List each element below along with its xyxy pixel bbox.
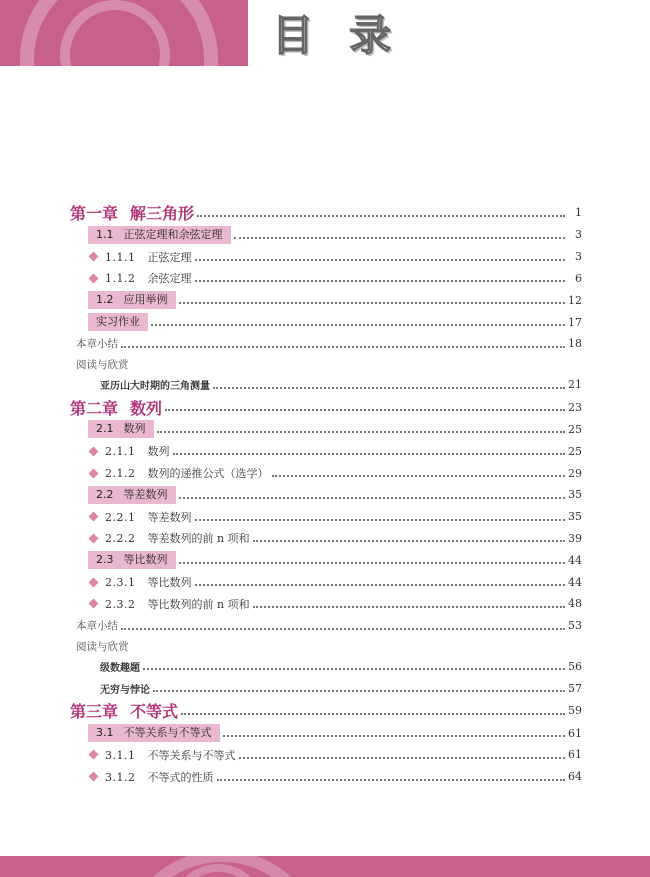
page-number: 64 <box>568 770 582 784</box>
toc-entry-title: 数列的递推公式（选学） <box>147 467 269 481</box>
toc-sub-row[interactable] <box>70 268 582 290</box>
toc-entry-title: 应用举例 <box>123 293 168 307</box>
toc-entry-label <box>88 724 220 742</box>
page-number: 25 <box>568 422 582 436</box>
diamond-bullet-icon <box>89 750 99 760</box>
toc-entry-title: 解三角形 <box>130 204 195 223</box>
diamond-bullet-icon <box>89 577 99 587</box>
toc-chapter-row[interactable] <box>70 201 582 224</box>
toc-entry-label <box>70 357 129 372</box>
page-number: 44 <box>568 553 582 567</box>
toc-entry-title: 数列 <box>130 398 163 418</box>
toc-entry-title: 等差数列 <box>123 487 168 501</box>
dot-leader <box>213 387 565 389</box>
toc-entry-label <box>105 249 192 265</box>
dot-leader <box>179 497 566 499</box>
toc-read-row[interactable] <box>70 355 582 374</box>
toc-entry-label <box>88 226 231 244</box>
footer-band <box>0 856 650 877</box>
toc-misc-row[interactable] <box>70 333 582 355</box>
dot-leader <box>157 431 566 433</box>
toc-entry-label <box>70 618 118 633</box>
toc-entry-number: 2.3.2 <box>105 597 136 611</box>
toc-entry-label <box>105 270 192 286</box>
toc-entry-number: 2.2.2 <box>105 532 136 546</box>
diamond-bullet-icon <box>89 252 99 262</box>
toc-entry-title: 阅读与欣赏 <box>76 640 129 653</box>
toc-sub-row[interactable] <box>70 744 582 766</box>
page-number: 6 <box>575 271 582 285</box>
toc-entry-number: 2.2 <box>96 487 114 501</box>
toc-entry-number: 3.1.2 <box>105 770 136 784</box>
toc-entry-label <box>70 639 129 654</box>
toc-entry-title: 不等关系与不等式 <box>123 726 212 740</box>
toc-entry-number: 3.1.1 <box>105 748 136 762</box>
toc-entry-title: 等比数列的前 n 项和 <box>147 597 250 611</box>
dot-leader <box>195 280 566 282</box>
toc-section-row[interactable] <box>70 289 582 311</box>
toc-article-row[interactable] <box>70 374 582 396</box>
toc-entry-label <box>88 313 148 331</box>
toc-sub-row[interactable] <box>70 506 582 528</box>
page-number: 61 <box>568 748 582 762</box>
toc-entry-label <box>70 659 140 674</box>
page-number: 21 <box>568 378 582 392</box>
toc-entry-label <box>70 699 178 722</box>
page-title <box>248 0 415 66</box>
dot-leader <box>195 584 566 586</box>
toc-entry-number: 2.1.1 <box>105 445 136 459</box>
toc-entry-number: 第二章 <box>70 398 119 418</box>
toc-entry-number: 1.1 <box>96 227 114 241</box>
title-char-1: 目 <box>271 11 314 60</box>
toc-entry-number: 1.1.1 <box>105 250 136 264</box>
toc-chapter-row[interactable] <box>70 699 582 722</box>
toc-section-row[interactable] <box>70 311 582 333</box>
toc-read-row[interactable] <box>70 637 582 656</box>
page-number: 61 <box>568 726 582 740</box>
toc-entry-title: 不等关系与不等式 <box>147 748 236 762</box>
toc-entry-label <box>70 201 194 224</box>
dot-leader <box>195 259 566 261</box>
page-number: 17 <box>568 315 582 329</box>
toc-entry-label <box>105 530 250 546</box>
dot-leader <box>121 346 565 348</box>
dot-leader <box>181 713 565 715</box>
diamond-bullet-icon <box>89 599 99 609</box>
toc-entry-title: 级数趣题 <box>100 662 140 674</box>
page-number: 3 <box>575 228 582 242</box>
toc-entry-title: 等比数列 <box>123 553 168 567</box>
toc-entry-label <box>105 747 236 763</box>
toc-entry-title: 不等式的性质 <box>147 770 214 784</box>
toc-entry-title: 本章小结 <box>76 620 118 633</box>
toc-section-row[interactable] <box>70 224 582 246</box>
toc-section-row[interactable] <box>70 419 582 441</box>
title-char-2: 录 <box>349 11 392 60</box>
diamond-bullet-icon <box>89 446 99 456</box>
toc-entry-number: 2.1 <box>96 422 114 436</box>
toc-sub-row[interactable] <box>70 766 582 788</box>
toc-article-row[interactable] <box>70 656 582 678</box>
toc-sub-row[interactable] <box>70 528 582 550</box>
toc-entry-number: 2.1.2 <box>105 467 136 481</box>
dot-leader <box>151 324 565 326</box>
table-of-contents <box>70 201 582 788</box>
toc-entry-title: 等差数列的前 n 项和 <box>147 532 250 546</box>
dot-leader <box>197 215 565 217</box>
toc-entry-title: 本章小结 <box>76 338 118 351</box>
toc-entry-label <box>88 486 176 504</box>
toc-entry-number: 3.1 <box>96 726 114 740</box>
dot-leader <box>272 475 566 477</box>
toc-sub-row[interactable] <box>70 593 582 615</box>
toc-entry-label <box>105 769 214 785</box>
page-number: 12 <box>568 293 582 307</box>
diamond-bullet-icon <box>89 468 99 478</box>
page-number: 1 <box>575 206 582 219</box>
toc-entry-title: 数列 <box>147 445 170 459</box>
toc-entry-label <box>70 336 118 351</box>
toc-entry-label <box>88 291 176 309</box>
page-number: 3 <box>575 250 582 264</box>
dot-leader <box>121 628 565 630</box>
toc-sub-row[interactable] <box>70 246 582 268</box>
toc-entry-label <box>70 396 162 419</box>
toc-entry-title: 等比数列 <box>147 576 192 590</box>
diamond-bullet-icon <box>89 534 99 544</box>
page-number: 18 <box>568 337 582 351</box>
toc-section-row[interactable] <box>70 549 582 571</box>
toc-entry-label <box>88 420 154 438</box>
diamond-bullet-icon <box>89 274 99 284</box>
page-number: 56 <box>568 659 582 673</box>
toc-entry-label <box>105 596 250 612</box>
dot-leader <box>223 735 566 737</box>
toc-entry-title: 不等式 <box>130 702 179 722</box>
toc-entry-title: 实习作业 <box>96 315 140 329</box>
diamond-bullet-icon <box>89 772 99 782</box>
toc-section-row[interactable] <box>70 722 582 744</box>
toc-entry-title: 余弦定理 <box>147 272 192 286</box>
page-number: 23 <box>568 400 582 414</box>
toc-entry-number: 1.1.2 <box>105 272 136 286</box>
page-number: 25 <box>568 444 582 458</box>
dot-leader <box>234 237 566 239</box>
page-number: 35 <box>568 510 582 524</box>
dot-leader <box>153 690 565 692</box>
toc-entry-title: 亚历山大时期的三角测量 <box>100 381 210 393</box>
toc-article-row[interactable] <box>70 677 582 699</box>
toc-entry-label <box>105 574 192 590</box>
page-number: 53 <box>568 619 582 633</box>
toc-entry-number: 第三章 <box>70 702 119 722</box>
toc-entry-number: 1.2 <box>96 293 114 307</box>
toc-entry-title: 正弦定理 <box>147 250 192 264</box>
dot-leader <box>253 606 565 608</box>
dot-leader <box>217 779 566 781</box>
toc-sub-row[interactable] <box>70 440 582 462</box>
toc-entry-number: 第一章 <box>70 204 119 223</box>
toc-entry-label <box>105 443 170 459</box>
page-number: 48 <box>568 597 582 611</box>
toc-entry-label <box>105 509 192 525</box>
toc-entry-number: 2.3.1 <box>105 576 136 590</box>
page-number: 39 <box>568 531 582 545</box>
toc-entry-number: 2.2.1 <box>105 510 136 524</box>
toc-entry-number: 2.3 <box>96 553 114 567</box>
toc-entry-label <box>70 681 150 696</box>
page-number: 57 <box>568 681 582 695</box>
page-number: 59 <box>568 704 582 718</box>
dot-leader <box>239 757 566 759</box>
dot-leader <box>195 519 566 521</box>
header-band <box>0 0 415 66</box>
dot-leader <box>143 668 565 670</box>
dot-leader <box>179 562 566 564</box>
diamond-bullet-icon <box>89 512 99 522</box>
page-number: 44 <box>568 575 582 589</box>
toc-entry-title: 等差数列 <box>147 510 192 524</box>
toc-section-row[interactable] <box>70 484 582 506</box>
dot-leader <box>165 409 565 411</box>
toc-chapter-row[interactable] <box>70 396 582 419</box>
dot-leader <box>173 453 566 455</box>
toc-entry-title: 正弦定理和余弦定理 <box>123 227 223 241</box>
toc-entry-label <box>88 551 176 569</box>
page-number: 29 <box>568 466 582 480</box>
toc-misc-row[interactable] <box>70 615 582 637</box>
toc-entry-title: 无穷与悖论 <box>100 684 150 696</box>
dot-leader <box>179 302 566 304</box>
toc-sub-row[interactable] <box>70 462 582 484</box>
page-number: 35 <box>568 488 582 502</box>
toc-sub-row[interactable] <box>70 571 582 593</box>
toc-entry-label <box>70 377 210 392</box>
toc-entry-title: 数列 <box>123 422 146 436</box>
dot-leader <box>253 540 565 542</box>
toc-entry-label <box>105 465 269 481</box>
toc-entry-title: 阅读与欣赏 <box>76 358 129 371</box>
